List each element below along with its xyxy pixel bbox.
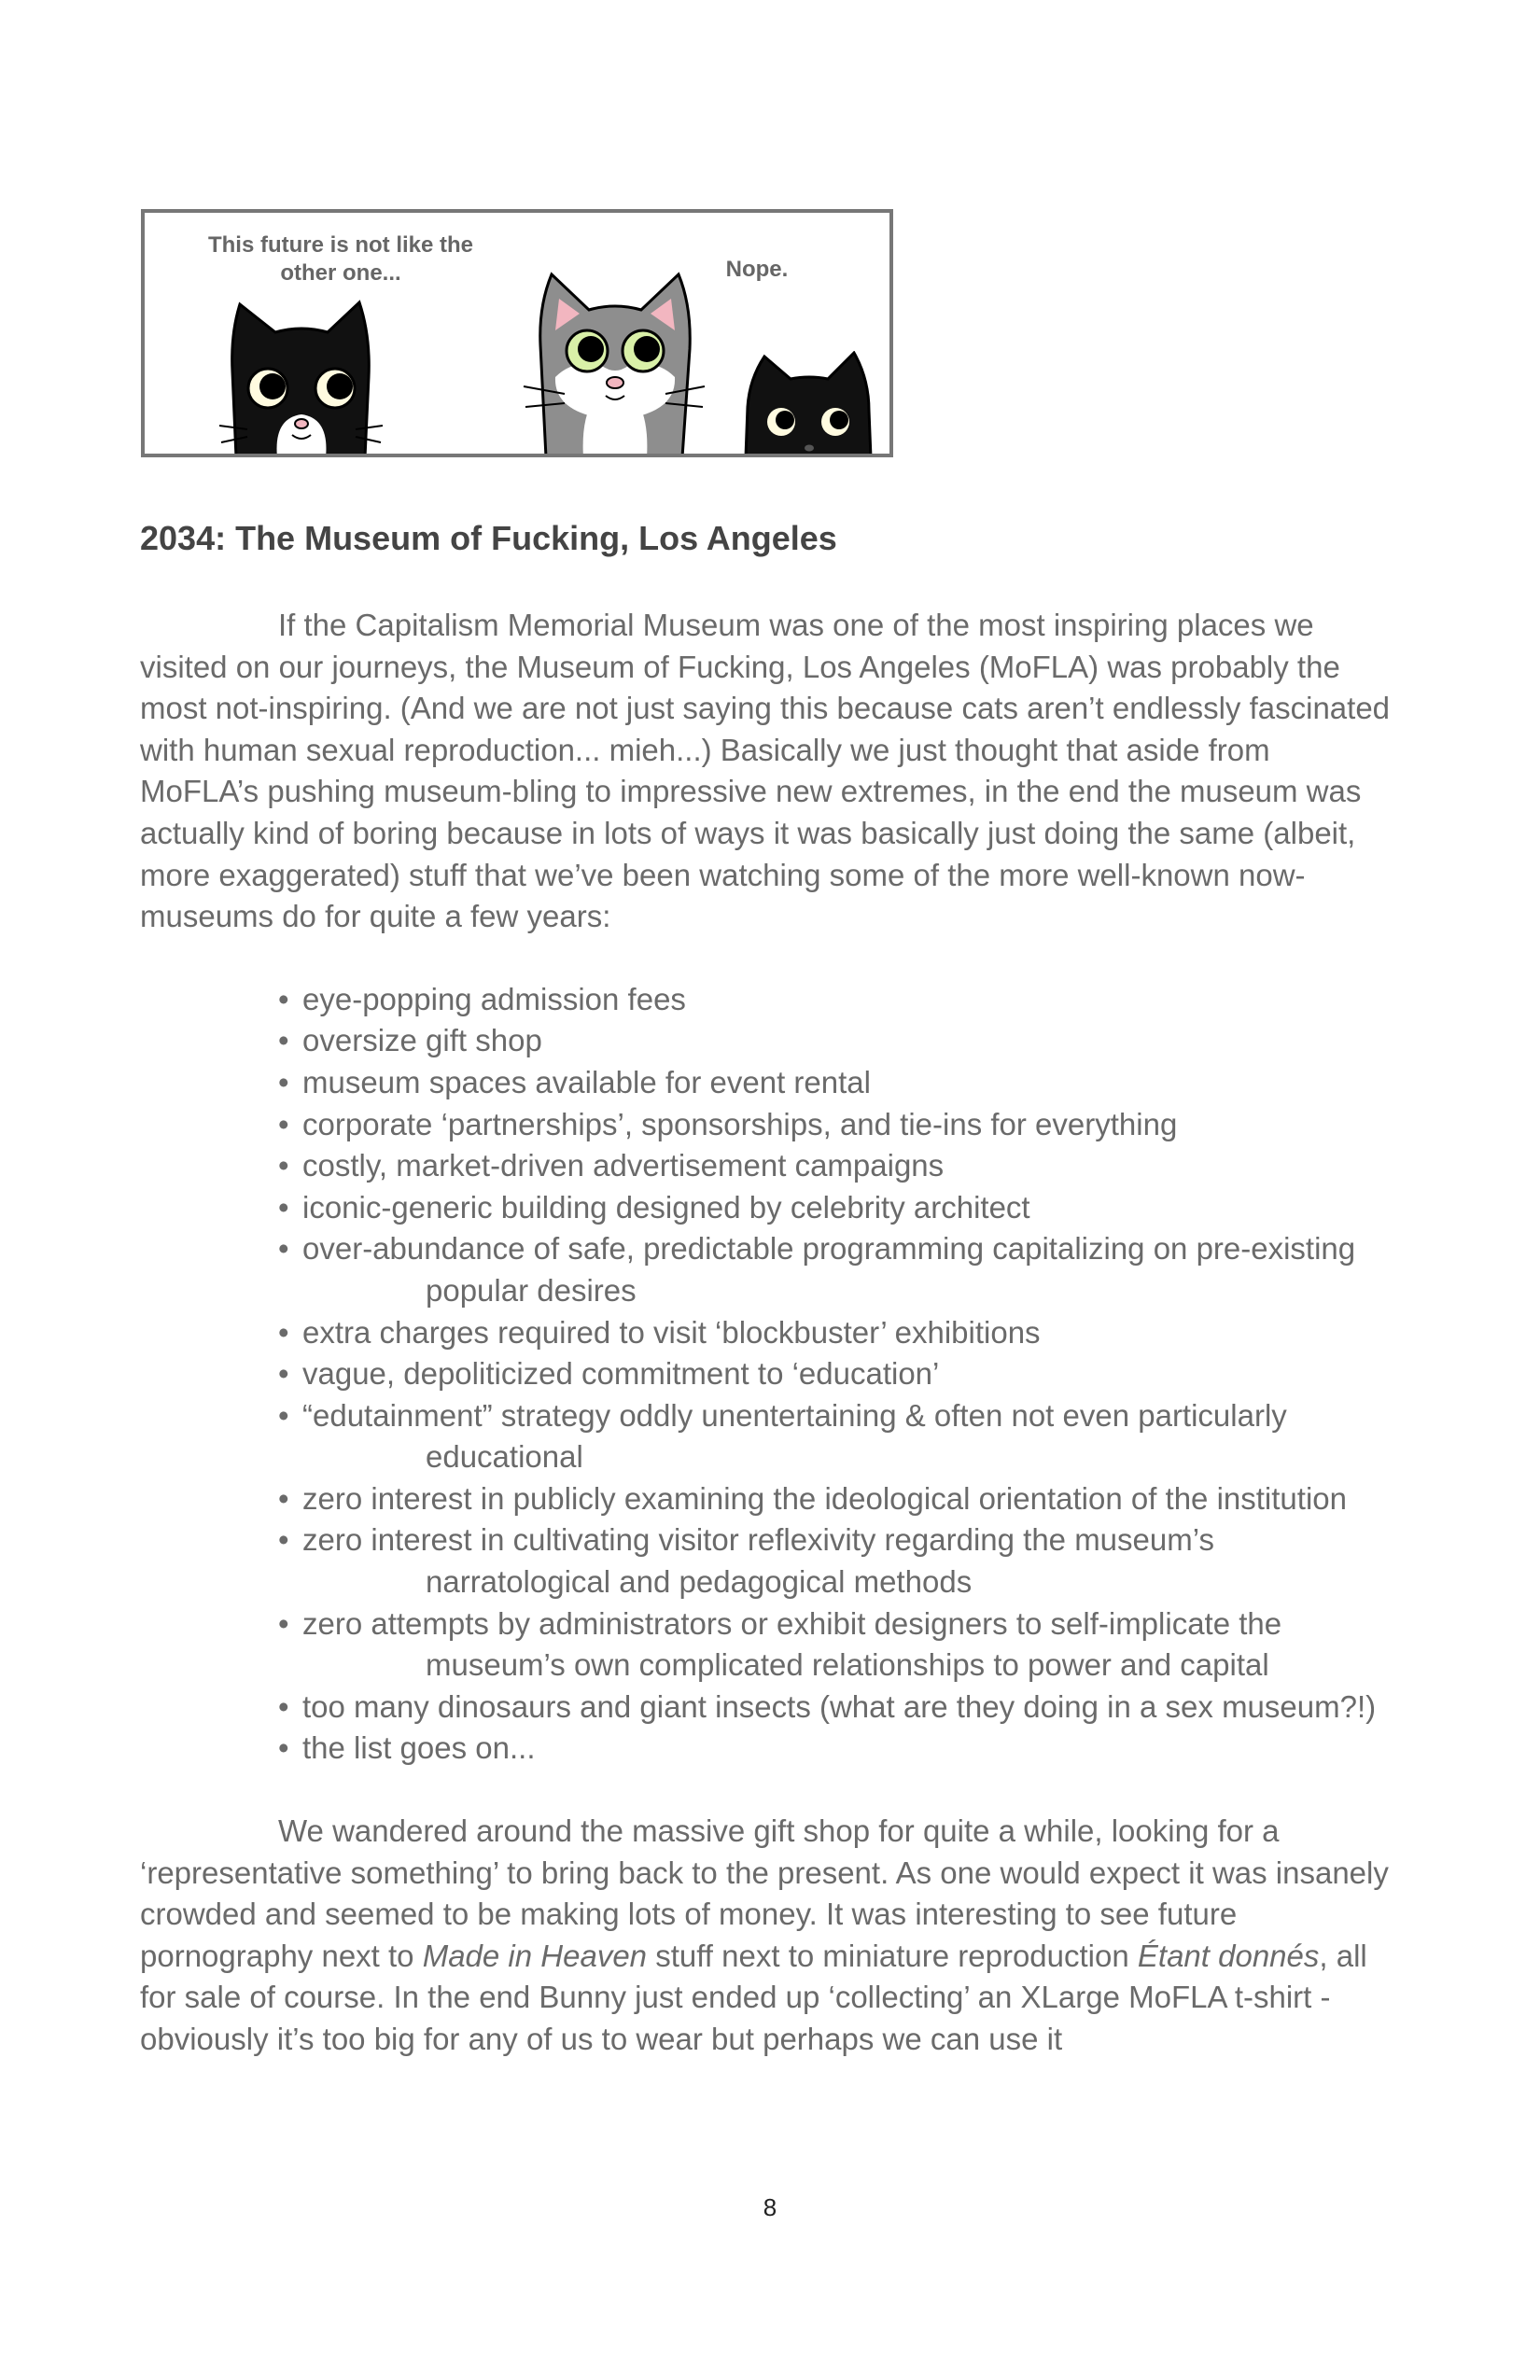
body-text: [140, 605, 1391, 2061]
list-item: • costly, market-driven advertisement campaigns: [278, 1145, 1391, 1187]
bullet-list: [278, 979, 1391, 1770]
bullet-mark: •: [278, 1730, 289, 1766]
list-item: • oversize gift shop: [278, 1020, 1391, 1062]
bullet-mark: •: [278, 1148, 289, 1183]
list-item: • too many dinosaurs and giant insects (what are they doing in a sex museum?!): [278, 1687, 1391, 1729]
bullet-mark: •: [278, 1356, 289, 1392]
italic-title-made-in-heaven: Made in Heaven: [422, 1938, 648, 1973]
bullet-mark: •: [278, 1522, 289, 1558]
bullet-mark: •: [278, 1189, 289, 1225]
list-item: • zero interest in cultivating visitor reflexivity regarding the museum’s narratological and pedagogical methods: [278, 1519, 1391, 1603]
bullet-mark: •: [278, 1064, 289, 1099]
bullet-mark: •: [278, 1314, 289, 1350]
list-item: • zero interest in publicly examining the ideological orientation of the institution: [278, 1478, 1391, 1520]
list-item: • corporate ‘partnerships’, sponsorships, and tie-ins for everything: [278, 1104, 1391, 1146]
page-number: 8: [763, 2193, 777, 2221]
list-item: • the list goes on...: [278, 1728, 1391, 1770]
bullet-mark: •: [278, 1023, 289, 1058]
list-item: • extra charges required to visit ‘blockbuster’ exhibitions: [278, 1312, 1391, 1354]
italic-title-etant-donnes: Étant donnés: [1137, 1938, 1320, 1973]
list-item: • eye-popping admission fees: [278, 979, 1391, 1021]
intro-paragraph: If the Capitalism Memorial Museum was one of the most inspiring places we visited on our journeys, the Museum of Fucking, Los Angeles (MoFLA) was probably the most not-inspiring. (And we are not just saying this because cats aren’t endlessly fascinated with human sexual reproduction... mieh...) Basically we just thought that aside from MoFLA’s pushing museum-bling to impressive new extremes, in the end the museum was actually kind of boring because in lots of ways it was basically just doing the same (albeit, more exaggerated) stuff that we’ve been watching some of the more well-known now-museums do for quite a few years:: [140, 608, 1391, 934]
section-heading: 2034: The Museum of Fucking, Los Angeles: [140, 519, 837, 557]
bullet-mark: •: [278, 1231, 289, 1267]
grey-white-cat-illustration: [518, 265, 709, 457]
bullet-mark: •: [278, 981, 289, 1016]
list-item: • iconic-generic building designed by celebrity architect: [278, 1187, 1391, 1229]
bullet-mark: •: [278, 1480, 289, 1516]
list-item: • over-abundance of safe, predictable programming capitalizing on pre-existing popular desires: [278, 1228, 1391, 1311]
bullet-mark: •: [278, 1605, 289, 1641]
list-item: • “edutainment” strategy oddly unentertaining & often not even particularly educational: [278, 1395, 1391, 1478]
black-white-cat-illustration: [219, 297, 383, 457]
bullet-mark: •: [278, 1106, 289, 1141]
speech-text-left: This future is not like the other one...: [207, 232, 474, 286]
comic-panel: [141, 209, 893, 457]
speech-text-right: Nope.: [725, 257, 789, 282]
closing-paragraph: We wandered around the massive gift shop for quite a while, looking for a ‘representative something’ to bring back to the present. As one would expect it was insanely crowded and seemed to be making lots of money. It was interesting to see future pornography next to Made in Heaven stuff next to miniature reproduction Étant donnés, all for sale of course. In the end Bunny just ended up ‘collecting’ an XLarge MoFLA t-shirt - obviously it’s too big for any of us to wear but perhaps we can use it: [140, 1813, 1389, 2056]
list-item: • vague, depoliticized commitment to ‘education’: [278, 1353, 1391, 1395]
list-item: • zero attempts by administrators or exhibit designers to self-implicate the museum’s own complicated relationships to power and capital: [278, 1603, 1391, 1687]
list-item: • museum spaces available for event rental: [278, 1062, 1391, 1104]
bullet-mark: •: [278, 1397, 289, 1433]
black-cat-illustration: [738, 351, 878, 457]
bullet-mark: •: [278, 1688, 289, 1724]
